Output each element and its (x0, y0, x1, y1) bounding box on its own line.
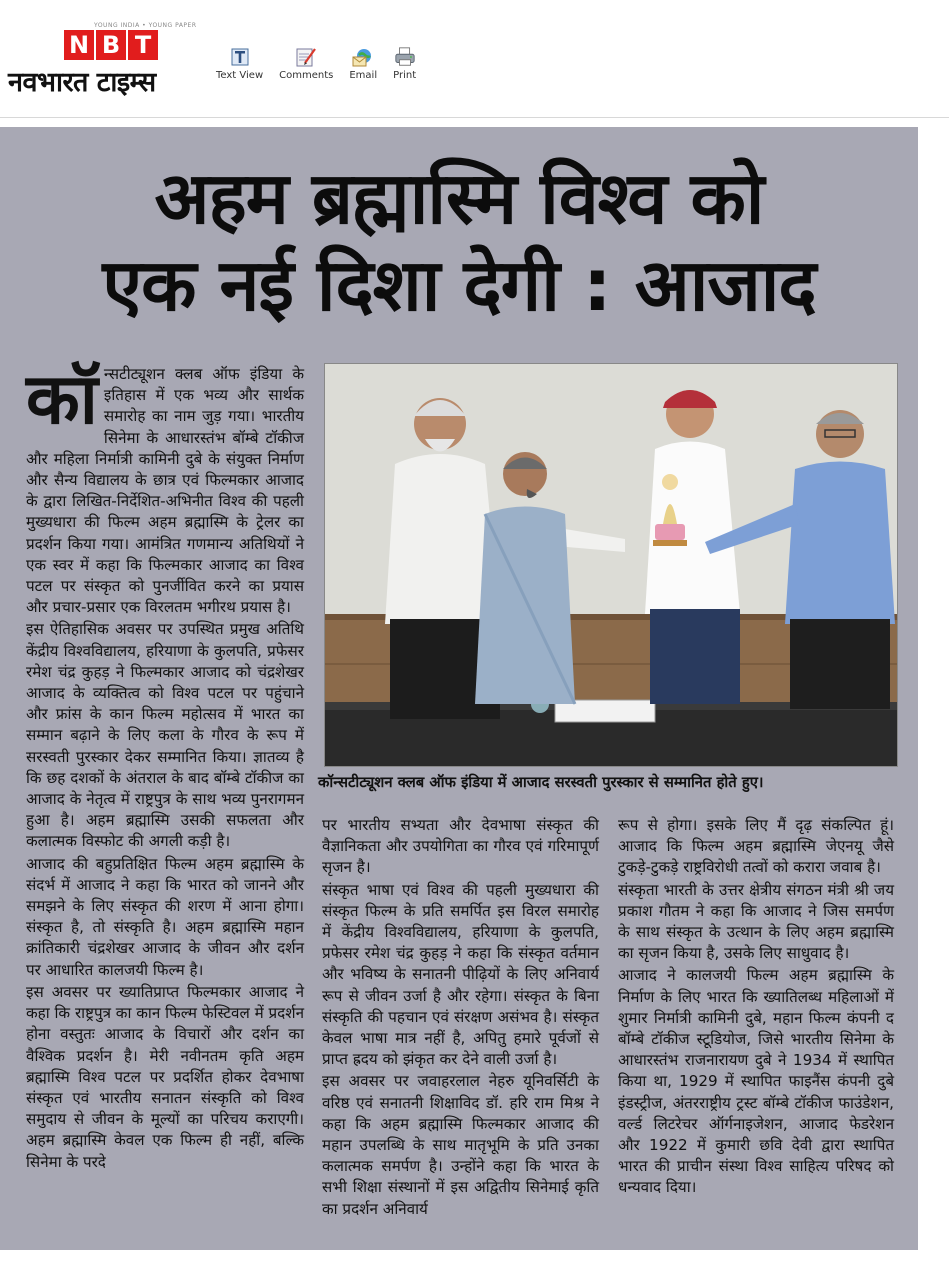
logo-tagline: YOUNG INDIA • YOUNG PAPER (94, 22, 197, 29)
paragraph-text: न्सटीट्यूशन क्लब ऑफ इंडिया के इतिहास में एक भव्य और सार्थक समारोह का नाम जुड़ गया। भारतीय सिनेमा के आधारस्तंभ बॉम्बे टॉकीज और महिला निर्मात्री कामिनी दुबे के संयुक्त निर्माण और सैन्य विद्यालय के छात्र एवं फिल्मकार आजाद के द्वारा लिखित-निर्देशित-अभिनीत विश्व की पहली मुख्यधारा की फिल्म अहम ब्रह्मास्मि के ट्रेलर का प्रदर्शन किया गया। आमंत्रित गणमान्य अतिथियों ने एक स्वर में कहा कि फिल्मकार आजाद का विश्व पटल पर संस्कृत को पुनर्जीवित करने का प्रयास और प्रचार-प्रसार एक विरलतम भगीरथ प्रयास है। (26, 365, 304, 617)
comments-icon (295, 46, 317, 68)
article-toolbar (216, 46, 416, 81)
award-ceremony-photo (324, 363, 898, 767)
article-paragraph: पर भारतीय सभ्यता और देवभाषा संस्कृत की वैज्ञानिकता और उपयोगिता का गौरव एवं गरिमापूर्ण सृजन है। (322, 816, 599, 877)
headline-line-1: अहम ब्रह्मास्मि विश्व को (154, 156, 764, 240)
text-view-label: Text View (216, 70, 264, 81)
article-clipping (0, 127, 918, 1250)
comments-label: Comments (279, 70, 334, 81)
comments-button[interactable] (279, 46, 333, 81)
article-column-3 (618, 815, 894, 1199)
nbt-logo[interactable] (8, 22, 208, 108)
ceremony-illustration (325, 364, 898, 767)
print-button[interactable] (393, 46, 416, 81)
article-paragraph: इस अवसर पर ख्यातिप्राप्त फिल्मकार आजाद ने कहा कि राष्ट्रपुत्र का कान फिल्म फेस्टिवल में प्रदर्शन होना वस्तुतः आजाद के विचारों और दर्शन का वैश्विक प्रदर्शन है। मेरी नवीनतम कृति अहम ब्रह्मास्मि विश्व पटल पर प्रदर्शित होकर देवभाषा संस्कृत एवं भारतीय सनातन संस्कृति को विश्व समुदाय से जीवन के मूल्यों का परिचय कराएगी। अहम ब्रह्मास्मि केवल एक फिल्म ही नहीं, बल्कि सिनेमा के परदे (26, 982, 304, 1171)
print-label: Print (393, 70, 417, 81)
print-icon (394, 46, 416, 68)
page-bottom-margin (0, 1250, 949, 1280)
article-column-2 (322, 815, 599, 1220)
logo-letters (64, 30, 158, 60)
email-button[interactable] (349, 46, 377, 81)
text-view-icon (229, 46, 251, 68)
logo-hindi-name: नवभारत टाइम्स (8, 67, 156, 98)
email-icon (352, 46, 374, 68)
article-paragraph: संस्कृता भारती के उत्तर क्षेत्रीय संगठन मंत्री श्री जय प्रकाश गौतम ने कहा कि आजाद ने जिस समर्पण के साथ संस्कृत के उत्थान के लिए अहम ब्रह्मास्मि का सृजन किया है, उसके लिए साधुवाद है। (618, 880, 894, 963)
logo-letter-n: N (64, 30, 94, 60)
email-label: Email (349, 70, 378, 81)
article-paragraph: इस ऐतिहासिक अवसर पर उपस्थित प्रमुख अतिथि केंद्रीय विश्वविद्यालय, हरियाणा के कुलपति, प्रफेसर रमेश चंद्र कुहड़ ने फिल्मकार आजाद को चंद्रशेखर आजाद के व्यक्तित्व को विश्व पटल पर पहुंचाने और फ्रांस के कान फिल्म महोत्सव में भारत का सम्मान बढ़ाने के लिए कला के गौरव के रूप में सरस्वती पुरस्कार देकर सम्मानित किया। ज्ञातव्य है कि छह दशकों के अंतराल के बाद बॉम्बे टॉकीज का आजाद के नेतृत्व में राष्ट्रपुत्र के साथ भव्य पुनरागमन हुआ है। अहम ब्रह्मास्मि उसकी सफलता और कलात्मक विस्फोट की अगली कड़ी है। (26, 620, 304, 851)
page-header (0, 0, 949, 118)
logo-letter-t: T (128, 30, 158, 60)
article-paragraph: आजाद ने कालजयी फिल्म अहम ब्रह्मास्मि के निर्माण के लिए भारत कि ख्यातिलब्ध महिलाओं में शुमार निर्मात्री कामिनी दुबे, महान फिल्म कंपनी द बॉम्बे टॉकीज स्टूडियोज, जिसे भारतीय सिनेमा के आधारस्तंभ राजनारायण दुबे ने 1934 में स्थापित किया था, 1929 में स्थापित फाइनैंस कंपनी दुबे इंडस्ट्रीज, अंतरराष्ट्रीय ट्रस्ट बॉम्बे टॉकीज फाउंडेशन, वर्ल्ड लिटरेचर ऑर्गनाइजेशन, आजाद फेडरेशन और 1922 में कुमारी छवि देवी द्वारा स्थापित भारत की प्राचीन संस्था विश्व साहित्य परिषद को धन्यवाद दिया। (618, 966, 894, 1197)
drop-cap: कॉ (26, 358, 98, 440)
article-paragraph: रूप से होगा। इसके लिए मैं दृढ़ संकल्पित हूं। आजाद कि फिल्म अहम ब्रह्मास्मि जेएनयू जैसे टुकड़े-टुकड़े राष्ट्रविरोधी तत्वों को करारा जवाब है। (618, 816, 894, 877)
logo-letter-b: B (96, 30, 126, 60)
text-view-button[interactable] (216, 46, 263, 81)
article-column-1 (26, 358, 304, 1173)
photo-caption: कॉन्सटीट्यूशन क्लब ऑफ इंडिया में आजाद सरस्वती पुरस्कार से सम्मानित होते हुए। (318, 774, 764, 791)
headline-line-2: एक नई दिशा देगी : आजाद (102, 243, 816, 327)
article-paragraph: इस अवसर पर जवाहरलाल नेहरु यूनिवर्सिटी के वरिष्ठ एवं सनातनी शिक्षाविद डॉ. हरि राम मिश्र ने कहा कि अहम ब्रह्मास्मि फिल्मकार आजाद की महान उपलब्धि के साथ मातृभूमि के प्रति उनका कलात्मक समर्पण है। उन्होंने कहा कि भारत के सभी शिक्षा संस्थानों में इस अद्वितीय सिनेमाई कृति का प्रदर्शन अनिवार्य (322, 1072, 599, 1218)
article-paragraph: संस्कृत भाषा एवं विश्व की पहली मुख्यधारा की संस्कृत फिल्म के प्रति समर्पित इस विरल समारोह में केंद्रीय विश्वविद्यालय, हरियाणा के कुलपति, प्रफेसर रमेश चंद्र कुहड़ ने कहा कि संस्कृत वर्तमान और भविष्य के सनातनी पीढ़ियों के लिए अनिवार्य रूप से जीवन उर्जा है और रहेगा। संस्कृत के बिना संस्कृति की पहचान एवं संरक्षण असंभव है। संस्कृत केवल भाषा मात्र नहीं है, अपितु हमारे पूर्वजों से प्राप्त ह्रदय को झंकृत कर देने वाली उर्जा है। (322, 880, 599, 1069)
article-paragraph (26, 358, 304, 618)
article-paragraph: आजाद की बहुप्रतिक्षित फिल्म अहम ब्रह्मास्मि के संदर्भ में आजाद ने कहा कि भारत को जानने और समझने के लिए संस्कृत की शरण में आना होगा। संस्कृत है, तो संस्कृति है। अहम ब्रह्मास्मि महान क्रांतिकारी चंद्रशेखर आजाद के जीवन और दर्शन पर आधारित कालजयी फिल्म है। (26, 854, 304, 979)
